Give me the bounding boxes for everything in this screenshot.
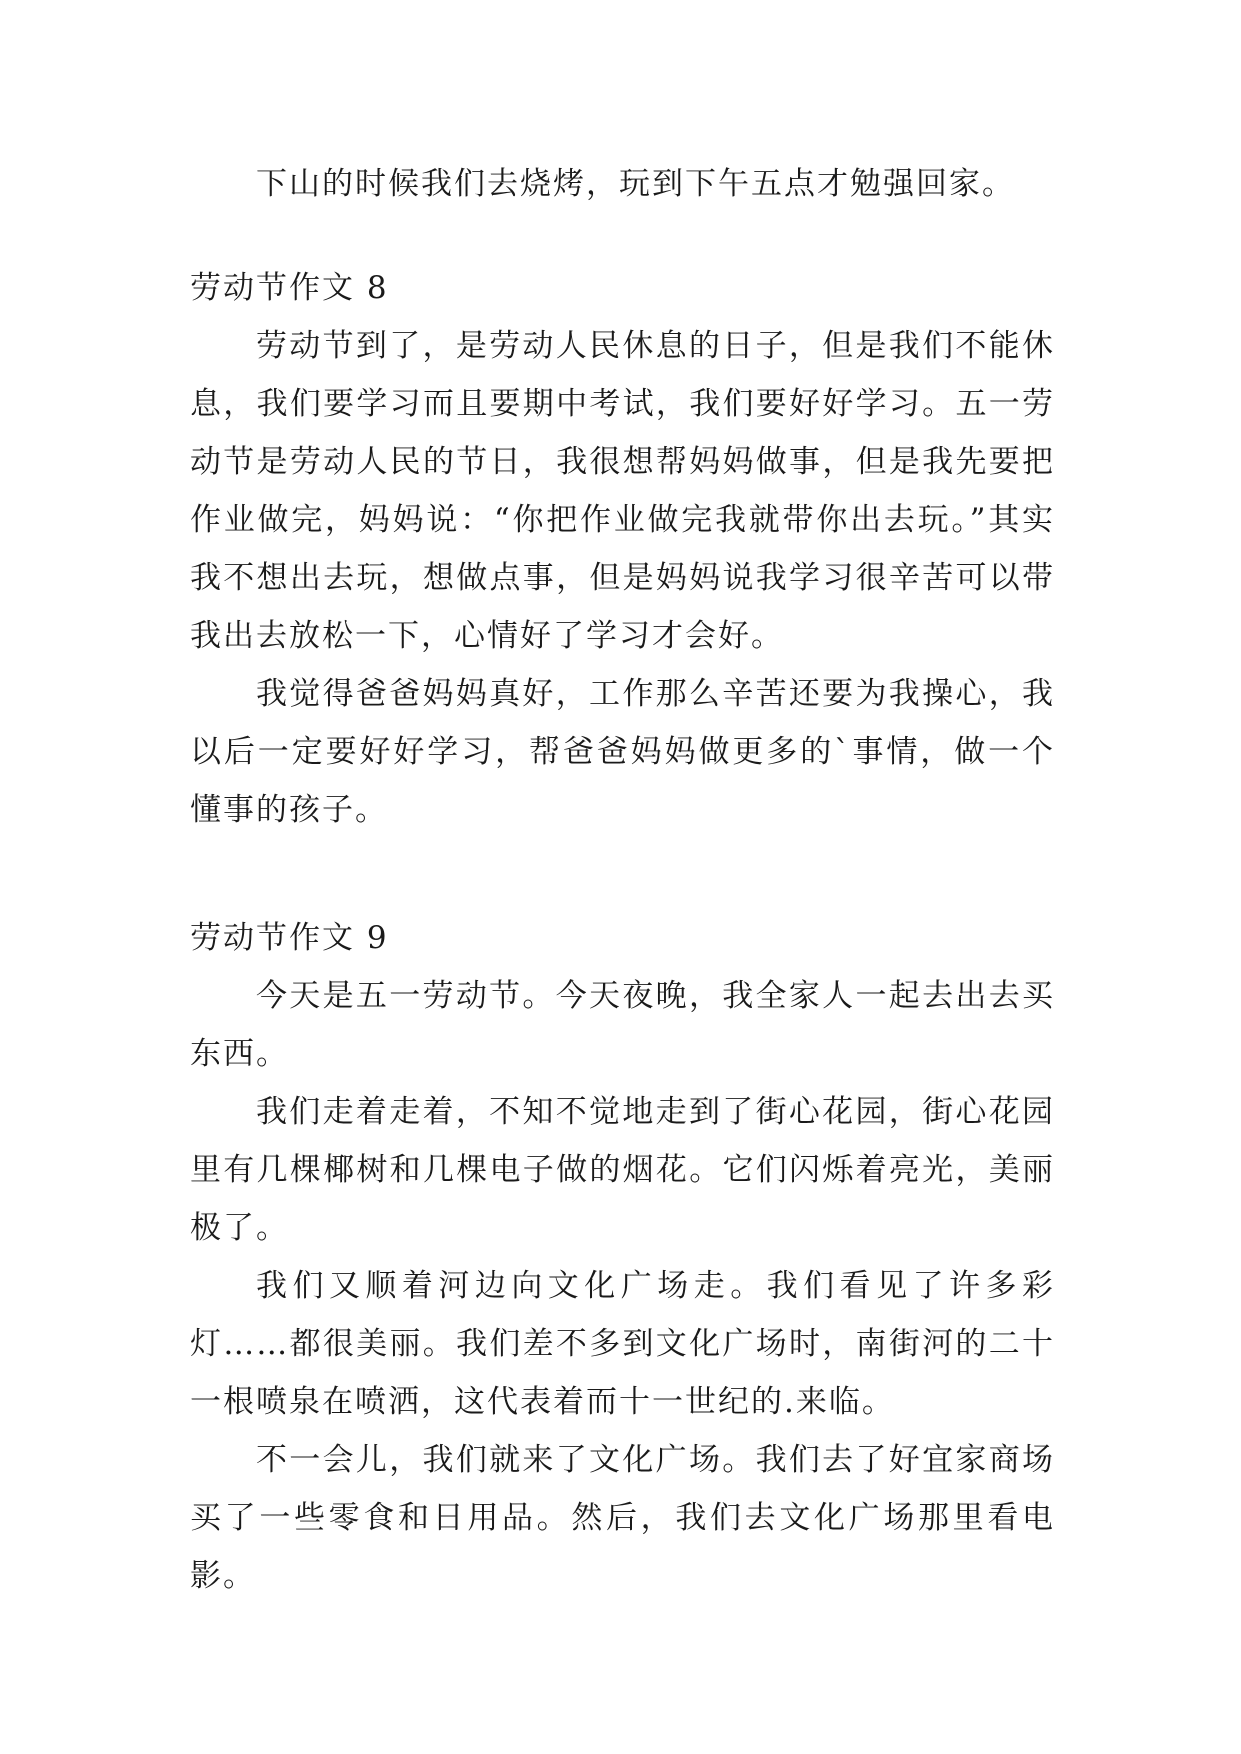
- section-9-paragraph-1: 今天是五一劳动节。今天夜晚，我全家人一起去出去买东西。: [190, 978, 1055, 1072]
- section-spacer: [190, 839, 1055, 909]
- section-8-title: 劳动节作文 8: [190, 270, 389, 306]
- intro-paragraph: 下山的时候我们去烧烤，玩到下午五点才勉强回家。: [256, 166, 1015, 202]
- section-8-paragraph-1: 劳动节到了，是劳动人民休息的日子，但是我们不能休息，我们要学习而且要期中考试，我们要好好学习。五一劳动节是劳动人民的节日，我很想帮妈妈做事，但是我先要把作业做完，妈妈说：“你把作业做完我就带你出去玩。”其实我不想出去玩，想做点事，但是妈妈说我学习很辛苦可以带我出去放松一下，心情好了学习才会好。: [190, 328, 1055, 654]
- section-9-paragraph-3: 我们又顺着河边向文化广场走。我们看见了许多彩灯……都很美丽。我们差不多到文化广场时，南街河的二十一根喷泉在喷洒，这代表着而十一世纪的.来临。: [190, 1268, 1055, 1420]
- section-8-paragraph-2: 我觉得爸爸妈妈真好，工作那么辛苦还要为我操心，我以后一定要好好学习，帮爸爸妈妈做更多的`事情，做一个懂事的孩子。: [190, 676, 1055, 828]
- section-9-title: 劳动节作文 9: [190, 920, 389, 956]
- section-9-paragraph-2: 我们走着走着，不知不觉地走到了街心花园，街心花园里有几棵椰树和几棵电子做的烟花。它们闪烁着亮光，美丽极了。: [190, 1094, 1055, 1246]
- section-9-paragraph-4: 不一会儿，我们就来了文化广场。我们去了好宜家商场买了一些零食和日用品。然后，我们去文化广场那里看电影。: [190, 1442, 1055, 1594]
- document-body: [190, 155, 1055, 1605]
- section-spacer: [190, 213, 1055, 259]
